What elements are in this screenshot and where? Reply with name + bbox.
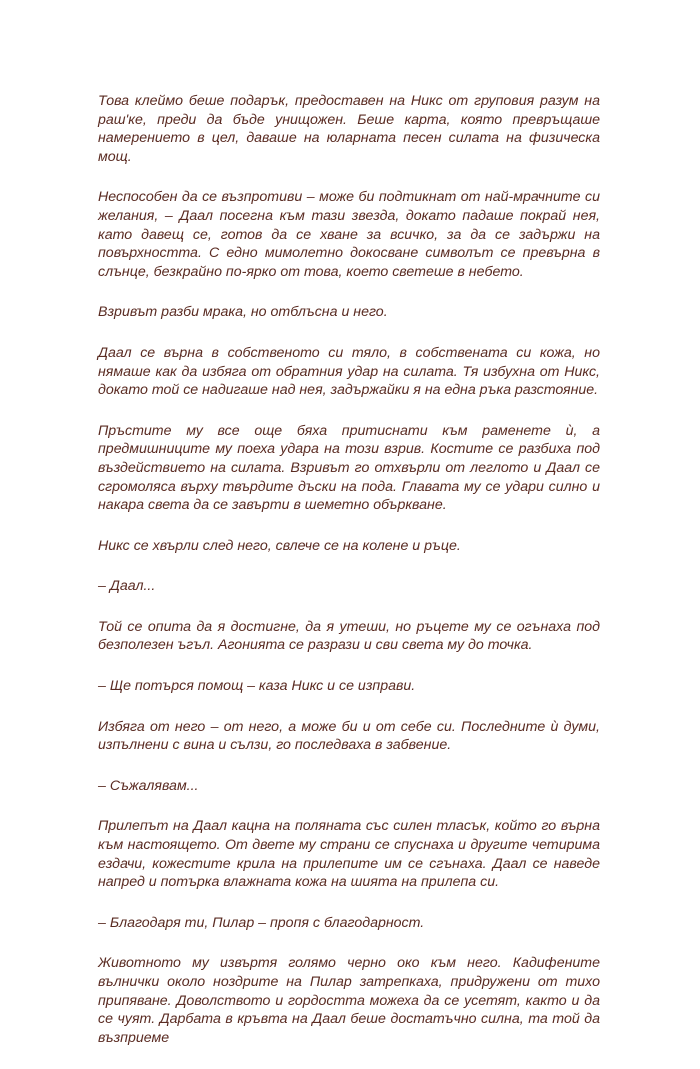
paragraph: – Ще потърся помощ – каза Никс и се изправи. [98, 678, 416, 695]
paragraph: – Благодаря ти, Пилар – пропя с благодарност. [98, 914, 425, 931]
paragraph: Животното му извъртя голямо черно око към него. Кадифените вълнички около ноздрите на Пилар затрепкаха, придружени от тихо припяване. Доволството и гордостта можеха да се усетят, както и да се чуят. Дарбата в кръвта на Даал беше достатъчно силна, та той да възприеме [98, 955, 600, 1046]
paragraph: – Даал... [98, 578, 156, 595]
paragraph: – Съжалявам... [98, 777, 199, 794]
body-text [98, 92, 600, 1069]
paragraph: Избяга от него – от него, а може би и от себе си. Последните ѝ думи, изпълнени с вина и сълзи, го последваха в забвение. [98, 718, 600, 754]
paragraph: Прилепът на Даал кацна на поляната със силен тласък, който го върна към настоящето. От двете му страни се спуснаха и другите четирима ездачи, кожестите крила на прилепите им се сгънаха. Даал се наведе напред и потърка влажната кожа на шията на прилепа си. [98, 818, 600, 891]
paragraph: Неспособен да се възпротиви – може би подтикнат от най-мрачните си желания, – Даал посегна към тази звезда, докато падаше покрай нея, като давещ се, готов да се хване за всичко, за да се задържи на повърхността. С едно мимолетно докосване символът се превърна в слънце, безкрайно по-ярко от това, което светеше в небето. [98, 189, 600, 280]
paragraph: Взривът разби мрака, но отблъсна и него. [98, 304, 388, 321]
paragraph: Пръстите му все още бяха притиснати към раменете ѝ, а предмишниците му поеха удара на този взрив. Костите се разбиха под въздействието на силата. Взривът го отхвърли от леглото и Даал се сгромоляса върху твърдите дъски на пода. Главата му се удари силно и накара света да се завърти в шеметно объркване. [98, 422, 600, 514]
paragraph: Никс се хвърли след него, свлече се на колене и ръце. [98, 537, 461, 554]
paragraph: Той се опита да я достигне, да я утеши, но ръцете му се огънаха под безполезен ъгъл. Агонията се разрази и сви света му до точка. [98, 618, 600, 654]
paragraph: Даал се върна в собственото си тяло, в собствената си кожа, но нямаше как да избяга от обратния удар на силата. Тя избухна от Никс, докато той се надигаше над нея, задържайки я на една ръка разстояние. [98, 344, 600, 399]
paragraph: Това клеймо беше подарък, предоставен на Никс от груповия разум на раш'ке, преди да бъде унищожен. Беше карта, която превръщаше намерението в цел, даваше на юларната песен силата на физическа мощ. [98, 93, 600, 165]
